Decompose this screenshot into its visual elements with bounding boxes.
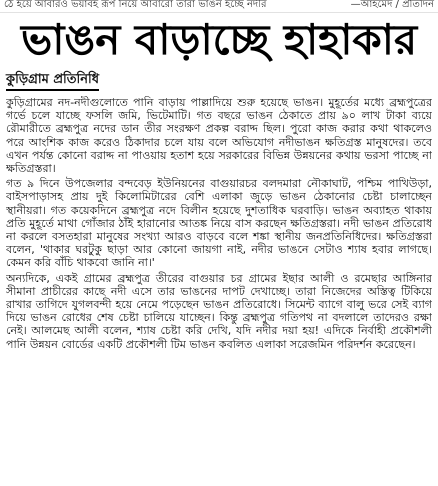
- headline: ভাঙন বাড়াচ্ছে হাহাকার: [20, 15, 418, 64]
- previous-article-credit: —আহমেদ / প্রতিদিন: [350, 0, 434, 10]
- article-paragraph: গত ৯ দিনে উপজেলার বন্দবেড় ইউনিয়নের বাগুয়ারচর বলদমারা নৌকাঘাট, পশ্চিম পাখিউড়া, বাইসপাড়াসহ প্রায় দুই কিলোমিটারের বেশি এলাকা জুড়ে ভাঙন ঠেকানোর চেষ্টা চালাচ্ছেন স্থানীয়রা। গত কয়েকদিনে ব্রহ্মপুত্র নদে বিলীন হয়েছে দুশতাধিক ঘরবাড়ি। ভাঙন অব্যাহত থাকায় প্রতি মুহূর্তে মাথা গোঁজার ঠাঁই হারানোর আতঙ্ক নিয়ে বাস করছেন ক্ষতিগ্রস্তরা। নদী ভাঙন প্রতিরোধ না করলে বসতহারা মানুষের সংখ্যা আরও বাড়বে বলে শঙ্কা স্থানীয় জনপ্রতিনিধিদের। ক্ষতিগ্রস্তরা বলেন, 'থাকার ঘরটুকু ছাড়া আর কোনো জায়গা নাই, নদীর ভাঙনে সেটাও শ্যাষ হবার লাগছে। কেমন করি বাঁচি থাকবো জানি না।': [6, 177, 432, 270]
- previous-article-text: ঠে হয়ে আবারও ভয়াবহ রূপ নিয়ে আবারো তারা ভাঙন হচ্ছে নদীর: [4, 0, 267, 10]
- byline: কুড়িগ্রাম প্রতিনিধি: [6, 72, 99, 91]
- article-body: [6, 96, 432, 486]
- article-paragraph: কুড়িগ্রামের নদ-নদীগুলোতে পানি বাড়ায় পাল্লাদিয়ে শুরু হয়েছে ভাঙন। মুহূর্তের মধ্যে ব্রহ্মপুত্রের গর্ভে চলে যাচ্ছে ফসলি জমি, ভিটেমাটি। গত বছরে ভাঙন ঠেকাতে প্রায় ৯০ লাখ টাকা ব্যয়ে রৌমারীতে ব্রহ্মপুত্র নদের ডান তীর সংরক্ষণ প্রকল্প বরাদ্দ ছিল। পুরো কাজ করার কথা থাকলেও পরে আংশিক কাজ করেও ঠিকাদার চলে যায় বলে অভিযোগ নদীভাঙন ক্ষতিগ্রস্ত মানুষদের। তবে এখন পর্যন্ত কোনো বরাদ্দ না পাওয়ায় হতাশ হয়ে সরকারের বিভিন্ন উন্নয়নের কথায় ভরসা পাচ্ছে না ক্ষতিগ্রস্তরা।: [6, 96, 432, 176]
- article-paragraph: অন্যদিকে, একই গ্রামের ব্রহ্মপুত্র তীরের বাগুয়ার চর গ্রামের ইছার আলী ও রমেছার আঙ্গিনার সীমানা প্রাচীরের কাছে নদী এসে তার ভাঙনের দাপট দেখাচ্ছে। তারা নিজেদের অস্তিত্ব টিকিয়ে রাখার তাগিদে যুগলবন্দী হয়ে নেমে পড়েছেন ভাঙন প্রতিরোধে। সিমেন্ট ব্যাগে বালু ভরে সেই ব্যাগ দিয়ে ভাঙন রোধের শেষ চেষ্টা চালিয়ে যাচ্ছেন। কিন্তু ব্রহ্মপুত্র গতিপথ না বদলালে তাদেরও রক্ষা নেই। আলমেছ আলী বলেন, শ্যাষ চেষ্টা করি দেখি, যদি নদীর দয়া হয়! এদিকে নির্বাহী প্রকৌশলী পানি উন্নয়ন বোর্ডের একটি প্রকৌশলী টিম ভাঙন কবলিত এলাকা সরেজমিন পরিদর্শন করেছেন।: [6, 271, 432, 351]
- byline-block: [6, 68, 99, 90]
